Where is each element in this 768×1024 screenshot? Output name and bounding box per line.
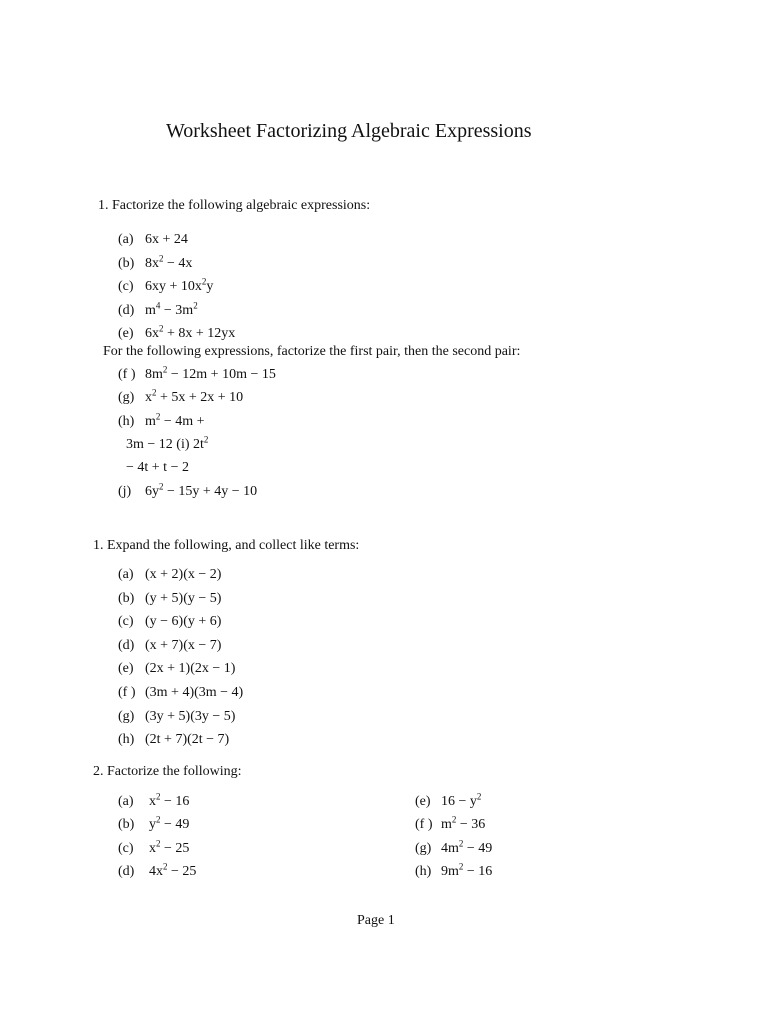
item-label: (b) bbox=[118, 817, 135, 833]
item-expression: 3m − 12 (i) $2t^2$ bbox=[126, 434, 209, 452]
item-expression: $8m^2 - 12m + 10m - 15$ bbox=[145, 364, 276, 382]
item-expression: $m^2 - 4m$ + bbox=[145, 410, 205, 429]
item-expression: $x^2 - 25$ bbox=[149, 837, 190, 856]
item-expression: (3y + 5)(3y − 5) bbox=[145, 708, 236, 724]
section1-subheading: For the following expressions, factorize the first pair, then the second pair: bbox=[103, 344, 521, 359]
item-label: (f ) bbox=[415, 817, 433, 833]
item-expression: − 4t + t − 2 bbox=[126, 460, 189, 476]
item-expression: $m^2 - 36$ bbox=[441, 814, 486, 833]
item-label: (a) bbox=[118, 232, 134, 247]
item-expression: (x + 2)(x − 2) bbox=[145, 567, 222, 582]
item-label: (a) bbox=[118, 794, 134, 809]
item-expression: $6xy + 10x^2y$ bbox=[145, 276, 214, 294]
item-label: (d) bbox=[118, 302, 135, 318]
item-expression: (2t + 7)(2t − 7) bbox=[145, 732, 230, 748]
item-expression: 6x + 24 bbox=[145, 232, 188, 247]
item-label: (c) bbox=[118, 840, 134, 856]
item-label: (g) bbox=[118, 708, 135, 724]
item-label: (d) bbox=[118, 637, 135, 653]
section3-heading: 2. Factorize the following: bbox=[93, 764, 242, 779]
item-label: (h) bbox=[415, 863, 432, 879]
item-expression: $x^2 + 5x + 2x + 10$ bbox=[145, 387, 244, 406]
item-expression: (y + 5)(y − 5) bbox=[145, 590, 222, 606]
item-label: (g) bbox=[118, 390, 135, 406]
item-label: (e) bbox=[118, 326, 134, 341]
item-label: (j) bbox=[118, 483, 132, 499]
item-expression: (y − 6)(y + 6) bbox=[145, 614, 222, 630]
item-label: (d) bbox=[118, 863, 135, 879]
item-label: (e) bbox=[118, 661, 134, 677]
item-label: (b) bbox=[118, 590, 135, 606]
item-label: (e) bbox=[415, 794, 431, 809]
item-label: (f ) bbox=[118, 685, 136, 700]
item-expression: (3m + 4)(3m − 4) bbox=[145, 685, 244, 700]
item-expression: (x + 7)(x − 7) bbox=[145, 637, 222, 653]
item-label: (h) bbox=[118, 732, 135, 748]
item-expression: $m^4 - 3m^2$ bbox=[145, 299, 198, 318]
item-expression: $16 - y^2$ bbox=[441, 791, 482, 809]
item-label: (g) bbox=[415, 840, 432, 856]
item-label: (b) bbox=[118, 255, 135, 271]
item-label: (a) bbox=[118, 567, 134, 582]
item-expression: $y^2 - 49$ bbox=[149, 814, 190, 833]
item-expression: $6y^2 - 15y + 4y - 10$ bbox=[145, 480, 258, 499]
section1-heading: 1. Factorize the following algebraic expressions: bbox=[98, 198, 371, 213]
item-label: (c) bbox=[118, 279, 134, 294]
item-label: (f ) bbox=[118, 367, 136, 382]
item-expression: $4m^2 - 49$ bbox=[441, 837, 493, 856]
item-expression: $9m^2 - 16$ bbox=[441, 861, 493, 879]
item-label: (h) bbox=[118, 413, 135, 429]
section2-heading: 1. Expand the following, and collect like terms: bbox=[93, 538, 360, 553]
item-expression: $4x^2 - 25$ bbox=[149, 861, 197, 879]
item-label: (c) bbox=[118, 614, 134, 630]
worksheet-title: Worksheet Factorizing Algebraic Expressions bbox=[166, 120, 532, 142]
item-expression: (2x + 1)(2x − 1) bbox=[145, 661, 236, 677]
item-expression: $6x^2 + 8x + 12yx$ bbox=[145, 323, 236, 341]
item-expression: $8x^2 - 4x$ bbox=[145, 252, 193, 271]
item-expression: $x^2 - 16$ bbox=[149, 791, 190, 809]
page-number: Page 1 bbox=[357, 913, 395, 928]
